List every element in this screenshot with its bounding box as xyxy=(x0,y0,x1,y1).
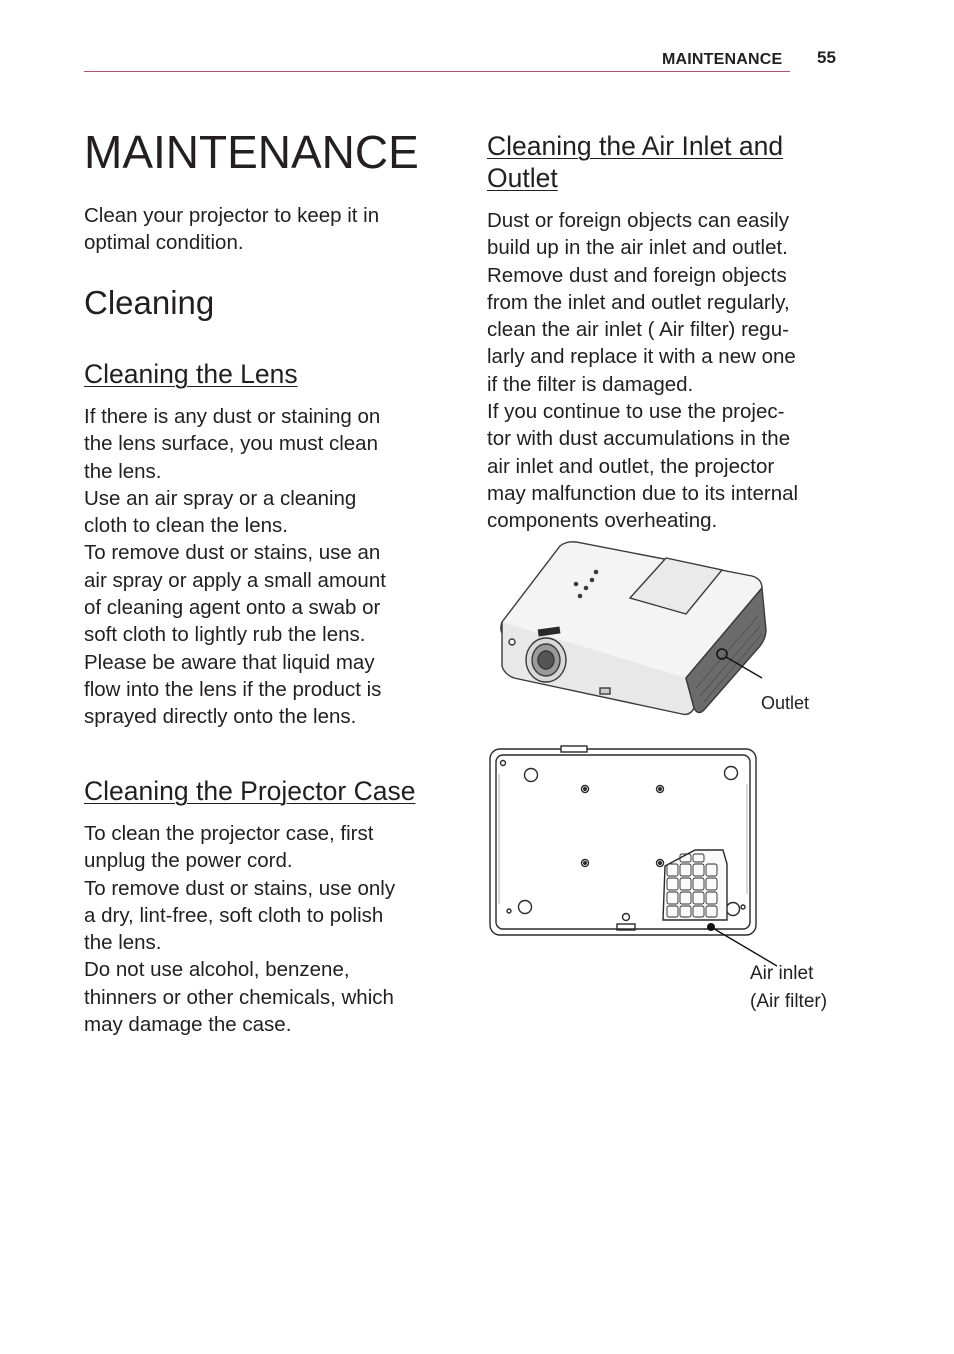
air-body: Dust or foreign objects can easily build up in the air inlet and outlet. Remove dust and foreign objects from the inlet and outlet regularly, clean the air inlet ( Air filter) regu- larly and replace it with a new one if the filter is damaged. If you continue to use the projec- tor with dust accumulations in the air inlet and outlet, the projector may malfunction due to its internal components overheating. xyxy=(487,209,799,533)
header-divider xyxy=(84,71,790,72)
running-header: MAINTENANCE xyxy=(662,51,783,68)
page-number: 55 xyxy=(817,48,836,67)
case-body: To clean the projector case, first unplug the power cord. To remove dust or stains, use only a dry, lint-free, soft cloth to polish the lens. Do not use alcohol, benzene, thinners or other chemicals, which may damage the case. xyxy=(84,822,396,1037)
air-heading: Cleaning the Air Inlet and Outlet xyxy=(487,131,784,193)
intro-text: Clean your projector to keep it in optimal condition. xyxy=(84,204,380,255)
case-heading: Cleaning the Projector Case xyxy=(84,776,416,806)
lens-heading: Cleaning the Lens xyxy=(84,359,298,389)
air-inlet-label: Air inlet (Air filter) xyxy=(750,963,828,1012)
page-title: MAINTENANCE xyxy=(84,126,419,178)
lens-body: If there is any dust or staining on the lens surface, you must clean the lens. Use an air spray or a cleaning cloth to clean the lens. To remove dust or stains, use an air spray or apply a small amount of cleaning agent onto a swab or soft cloth to lightly rub the lens. Please be aware that liquid may flow into the lens if the product is sprayed directly onto the lens. xyxy=(84,405,386,729)
projector-outlet-illustration xyxy=(490,538,780,720)
cleaning-heading: Cleaning xyxy=(84,284,215,321)
outlet-label: Outlet xyxy=(761,693,810,713)
projector-inlet-illustration xyxy=(487,744,787,974)
